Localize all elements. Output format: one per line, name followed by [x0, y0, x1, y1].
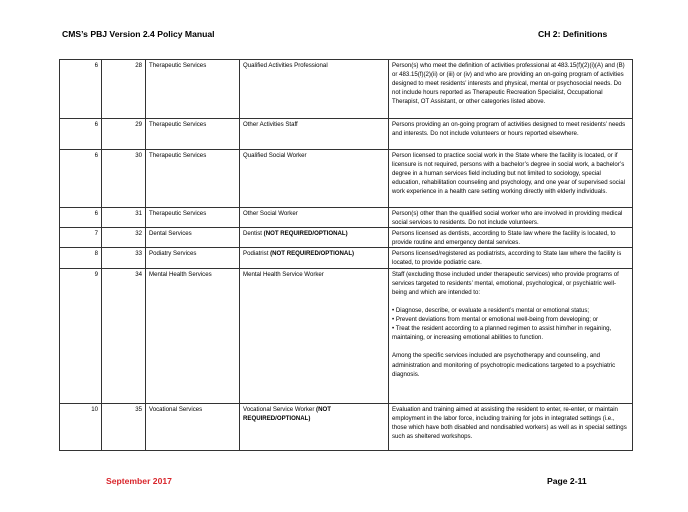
job-title-text: Dentist: [243, 230, 264, 238]
category-name: Therapeutic Services: [146, 119, 240, 150]
job-title: [240, 268, 389, 403]
category-name: Therapeutic Services: [146, 60, 240, 119]
job-definition: Person(s) who meet the definition of activities professional at 483.15(f)(2)(i)(A) and (B) or 483.15(f)(2)(ii) or (iii) or (iv) and who are providing an on-going program of activities designed to meet residents’ interests and physical, mental or psychosocial needs. Do not include hours reported as Therapeutic Recreation Specialist, Occupational Therapist, OT Assistant, or other categories listed above.: [389, 60, 633, 119]
job-code: 30: [102, 150, 146, 208]
category-name: Vocational Services: [146, 403, 240, 450]
job-title-text: Other Social Worker: [243, 210, 298, 217]
job-title: [240, 150, 389, 208]
manual-title: CMS’s PBJ Version 2.4 Policy Manual: [62, 29, 215, 39]
category-name: Therapeutic Services: [146, 150, 240, 208]
publication-date: September 2017: [106, 476, 172, 486]
category-number: 9: [60, 268, 102, 403]
job-title-note: (NOT REQUIRED/OPTIONAL): [270, 250, 355, 258]
job-code: 29: [102, 119, 146, 150]
category-number: 6: [60, 150, 102, 208]
job-definition: Persons licensed as dentists, according to State law where the facility is located, to provide routine and emergency dental services.: [389, 228, 633, 248]
page-number: Page 2-11: [547, 476, 587, 486]
table-row: [60, 208, 633, 228]
category-name: Mental Health Services: [146, 268, 240, 403]
job-title: [240, 403, 389, 450]
category-number: 6: [60, 60, 102, 119]
job-title: [240, 119, 389, 150]
job-title: [240, 248, 389, 268]
table-row: [60, 403, 633, 450]
table-row: [60, 150, 633, 208]
job-title-text: Qualified Activities Professional: [243, 62, 328, 69]
job-title-text: Vocational Service Worker: [243, 405, 317, 413]
category-number: 6: [60, 119, 102, 150]
category-name: Therapeutic Services: [146, 208, 240, 228]
table-row: [60, 119, 633, 150]
job-title-text: Mental Health Service Worker: [243, 270, 324, 278]
job-code: 35: [102, 403, 146, 450]
table-row: [60, 248, 633, 268]
job-code: 32: [102, 228, 146, 248]
job-definition: Staff (excluding those included under therapeutic services) who provide programs of services targeted to residents’ mental, emotional, psychological, or psychiatric well-being and which are intended to: • Diagnose, describe, or evaluate a resident’s mental or emotional status; • Prevent deviations from mental or emotional well-being from developing; or • Treat the resident according to a planned regimen to assist him/her in regaining, maintaining, or increasing emotional abilities to function. Among the specific services included are psychotherapy and counseling, and administration and monitoring of psychotropic medications targeted to a psychiatric diagnosis.: [389, 268, 633, 403]
job-title: [240, 208, 389, 228]
job-title-note: (NOT REQUIRED/OPTIONAL): [263, 230, 348, 238]
category-number: 6: [60, 208, 102, 228]
category-number: 10: [60, 403, 102, 450]
job-title: [240, 228, 389, 248]
job-code: 33: [102, 248, 146, 268]
job-title-text: Podiatrist: [243, 250, 271, 258]
table-row: [60, 228, 633, 248]
job-title: [240, 60, 389, 119]
job-definition: Evaluation and training aimed at assisting the resident to enter, re-enter, or maintain employment in the labor force, including training for jobs in integrated settings (i.e., those which have both disabled and nondisabled workers) as well as in special settings such as sheltered workshops.: [389, 403, 633, 450]
job-title-text: Other Activities Staff: [243, 121, 298, 128]
category-name: Dental Services: [146, 228, 240, 248]
job-definition: Person(s) other than the qualified social worker who are involved in providing medical social services to residents. Do not include volunteers.: [389, 208, 633, 228]
job-code: 28: [102, 60, 146, 119]
job-code: 31: [102, 208, 146, 228]
job-title-text: Qualified Social Worker: [243, 152, 307, 159]
category-name: Podiatry Services: [146, 248, 240, 268]
category-number: 7: [60, 228, 102, 248]
definitions-table: [59, 59, 633, 451]
job-title-note: (NOT REQUIRED/OPTIONAL): [243, 405, 331, 422]
job-definition: Person licensed to practice social work in the State where the facility is located, or if licensure is not required, persons with a bachelor’s degree in social work, a bachelor’s degree in a human services field including but not limited to sociology, special education, rehabilitation counseling and psychology, and one year of supervised social work experience in a health care setting working directly with elderly individuals.: [389, 150, 633, 208]
job-definition: Persons licensed/registered as podiatrists, according to State law where the facility is located, to provide podiatric care.: [389, 248, 633, 268]
table-row: [60, 268, 633, 403]
category-number: 8: [60, 248, 102, 268]
job-code: 34: [102, 268, 146, 403]
job-definition: Persons providing an on-going program of activities designed to meet residents’ needs and interests. Do not include volunteers or hours reported elsewhere.: [389, 119, 633, 150]
chapter-title: CH 2: Definitions: [538, 29, 608, 39]
table-row: [60, 60, 633, 119]
